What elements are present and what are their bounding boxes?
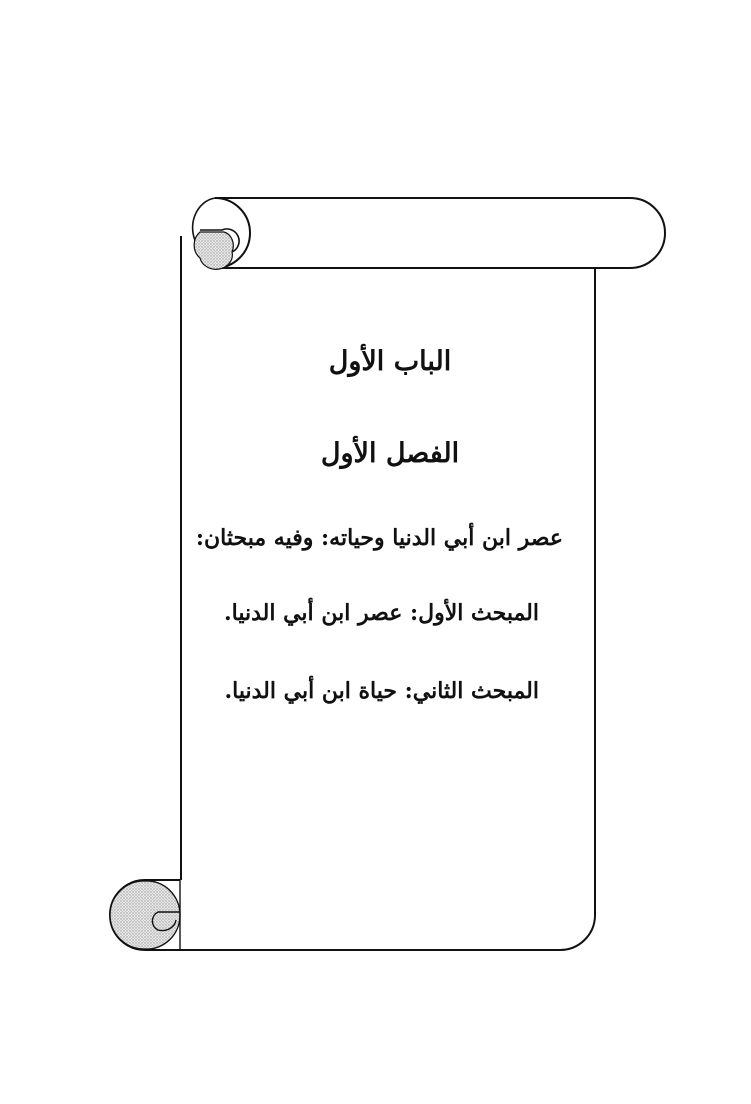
scroll-top-roll — [193, 198, 665, 269]
part-title: الباب الأول — [328, 346, 452, 377]
intro-line: عصر ابن أبي الدنيا وحياته: وفيه مبحثان: — [195, 525, 563, 551]
chapter-title: الفصل الأول — [320, 438, 460, 469]
scroll-body — [181, 236, 595, 915]
scroll-bottom-roll — [110, 880, 595, 950]
section-one: المبحث الأول: عصر ابن أبي الدنيا. — [223, 600, 539, 626]
section-two: المبحث الثاني: حياة ابن أبي الدنيا. — [224, 678, 539, 704]
